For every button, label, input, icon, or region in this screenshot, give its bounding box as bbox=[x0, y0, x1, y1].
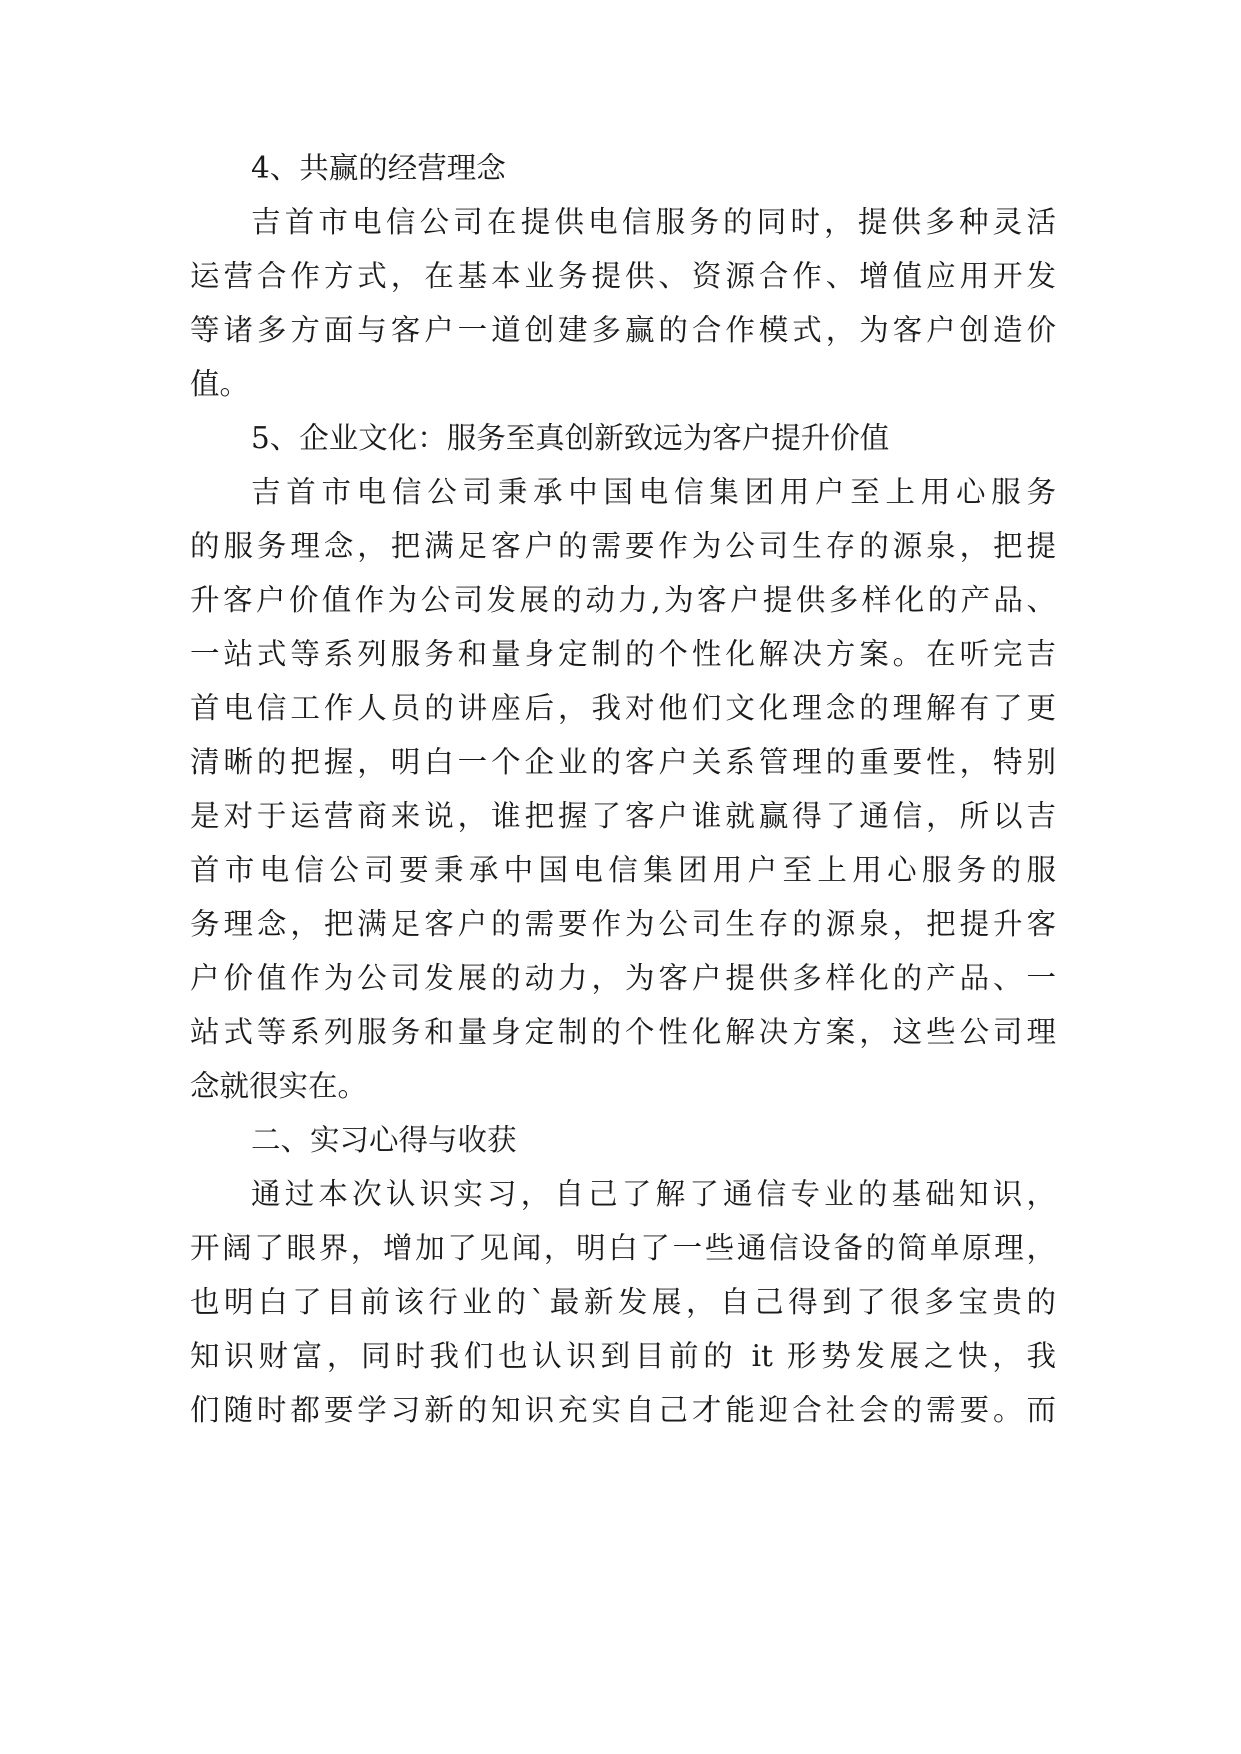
paragraph-line: 知识财富，同时我们也认识到目前的 it 形势发展之快，我 bbox=[190, 1339, 1056, 1373]
paragraph-line: 值。 bbox=[190, 367, 250, 401]
paragraph-line: 等诸多方面与客户一道创建多赢的合作模式，为客户创造价 bbox=[190, 313, 1056, 347]
section-heading-5: 5、企业文化：服务至真创新致远为客户提升价值 bbox=[251, 421, 890, 455]
paragraph-line: 清晰的把握，明白一个企业的客户关系管理的重要性，特别 bbox=[190, 745, 1056, 779]
paragraph-line: 务理念，把满足客户的需要作为公司生存的源泉，把提升客 bbox=[190, 907, 1056, 941]
section-heading-2: 二、实习心得与收获 bbox=[251, 1123, 517, 1157]
paragraph-line: 们随时都要学习新的知识充实自己才能迎合社会的需要。而 bbox=[190, 1393, 1056, 1427]
paragraph-line: 通过本次认识实习，自己了解了通信专业的基础知识， bbox=[251, 1177, 1056, 1211]
section-heading-4: 4、共赢的经营理念 bbox=[251, 151, 506, 185]
paragraph-line: 开阔了眼界，增加了见闻，明白了一些通信设备的简单原理， bbox=[190, 1231, 1056, 1265]
paragraph-line: 念就很实在。 bbox=[190, 1069, 368, 1103]
paragraph-line: 运营合作方式，在基本业务提供、资源合作、增值应用开发 bbox=[190, 259, 1056, 293]
paragraph-line: 首电信工作人员的讲座后，我对他们文化理念的理解有了更 bbox=[190, 691, 1056, 725]
paragraph-line: 户价值作为公司发展的动力，为客户提供多样化的产品、一 bbox=[190, 961, 1056, 995]
paragraph-line: 站式等系列服务和量身定制的个性化解决方案，这些公司理 bbox=[190, 1015, 1056, 1049]
paragraph-line: 升客户价值作为公司发展的动力,为客户提供多样化的产品、 bbox=[190, 583, 1056, 617]
paragraph-line: 吉首市电信公司秉承中国电信集团用户至上用心服务 bbox=[251, 475, 1056, 509]
paragraph-line: 的服务理念，把满足客户的需要作为公司生存的源泉，把提 bbox=[190, 529, 1056, 563]
paragraph-line: 也明白了目前该行业的`最新发展，自己得到了很多宝贵的 bbox=[190, 1285, 1056, 1319]
paragraph-line: 吉首市电信公司在提供电信服务的同时，提供多种灵活 bbox=[251, 205, 1056, 239]
paragraph-line: 一站式等系列服务和量身定制的个性化解决方案。在听完吉 bbox=[190, 637, 1056, 671]
paragraph-line: 首市电信公司要秉承中国电信集团用户至上用心服务的服 bbox=[190, 853, 1056, 887]
paragraph-line: 是对于运营商来说，谁把握了客户谁就赢得了通信，所以吉 bbox=[190, 799, 1056, 833]
